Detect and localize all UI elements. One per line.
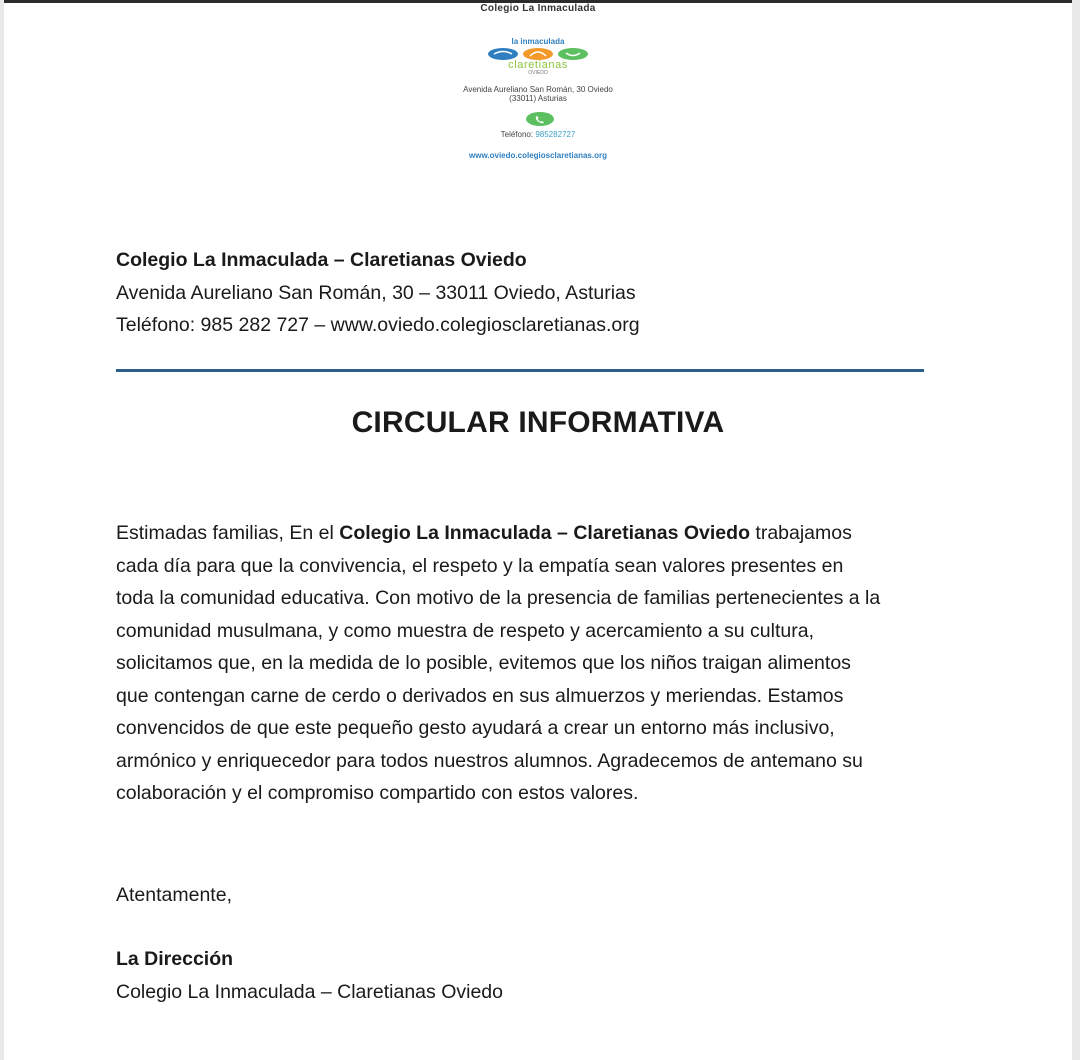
body-line [116,517,986,550]
circular-body [116,517,986,810]
body-line: convencidos de que este pequeño gesto ayudará a crear un entorno más inclusivo, [116,717,835,739]
letterhead-phone-number: 985282727 [535,130,576,139]
closing-text: Atentamente, [116,884,232,906]
body-line-1-post: trabajamos [749,522,852,544]
logo-name-text: claretianas [508,59,568,71]
signature-name: La Dirección [116,948,234,970]
document-title: CIRCULAR INFORMATIVA [351,406,725,439]
body-line: que contengan carne de cerdo o derivados en sus almuerzos y meriendas. Estamos [116,684,844,707]
logo-city-text: OVIEDO [528,70,548,76]
body-line: toda la comunidad educativa. Con motivo de la presencia de familias pertenecientes a la [116,587,881,609]
letterhead-phone-label: Teléfono: [500,130,534,139]
body-line: armónico y enriquecedor para todos nuestros alumnos. Agradecemos de antemano su [116,749,863,772]
body-line: cada día para que la convivencia, el respeto y la empatía sean valores presentes en [116,554,844,577]
header-divider [116,369,924,372]
signature-school: Colegio La Inmaculada – Claretianas Oviedo [116,981,503,1003]
header-address: Avenida Aureliano San Román, 30 – 33011 Oviedo, Asturias [116,282,636,304]
letterhead-phone [4,130,1072,139]
logo-brand-text: la inmaculada [511,37,565,46]
body-line: comunidad musulmana, y como muestra de respeto y acercamiento a su cultura, [116,619,815,642]
letterhead-website[interactable]: www.oviedo.colegiosclaretianas.org [469,151,607,160]
letterhead-address [4,85,1072,103]
body-line: solicitamos que, en la medida de lo posible, evitemos que los niños traigan alimentos [116,652,851,674]
letterhead-school-name: Colegio La Inmaculada [480,3,596,14]
body-line-1-pre: Estimadas familias, En el [116,522,340,544]
letterhead-address-line2: (33011) Asturias [509,94,567,103]
phone-icon [526,112,554,126]
letterhead-address-line1: Avenida Aureliano San Román, 30 Oviedo [463,85,613,94]
body-school-name: Colegio La Inmaculada – Claretianas Oviedo [339,522,750,544]
header-contact: Teléfono: 985 282 727 – www.oviedo.colegiosclaretianas.org [116,314,640,336]
body-line: colaboración y el compromiso compartido con estos valores. [116,782,639,804]
document-page [4,0,1072,1060]
header-school-name: Colegio La Inmaculada – Claretianas Oviedo [116,249,527,271]
